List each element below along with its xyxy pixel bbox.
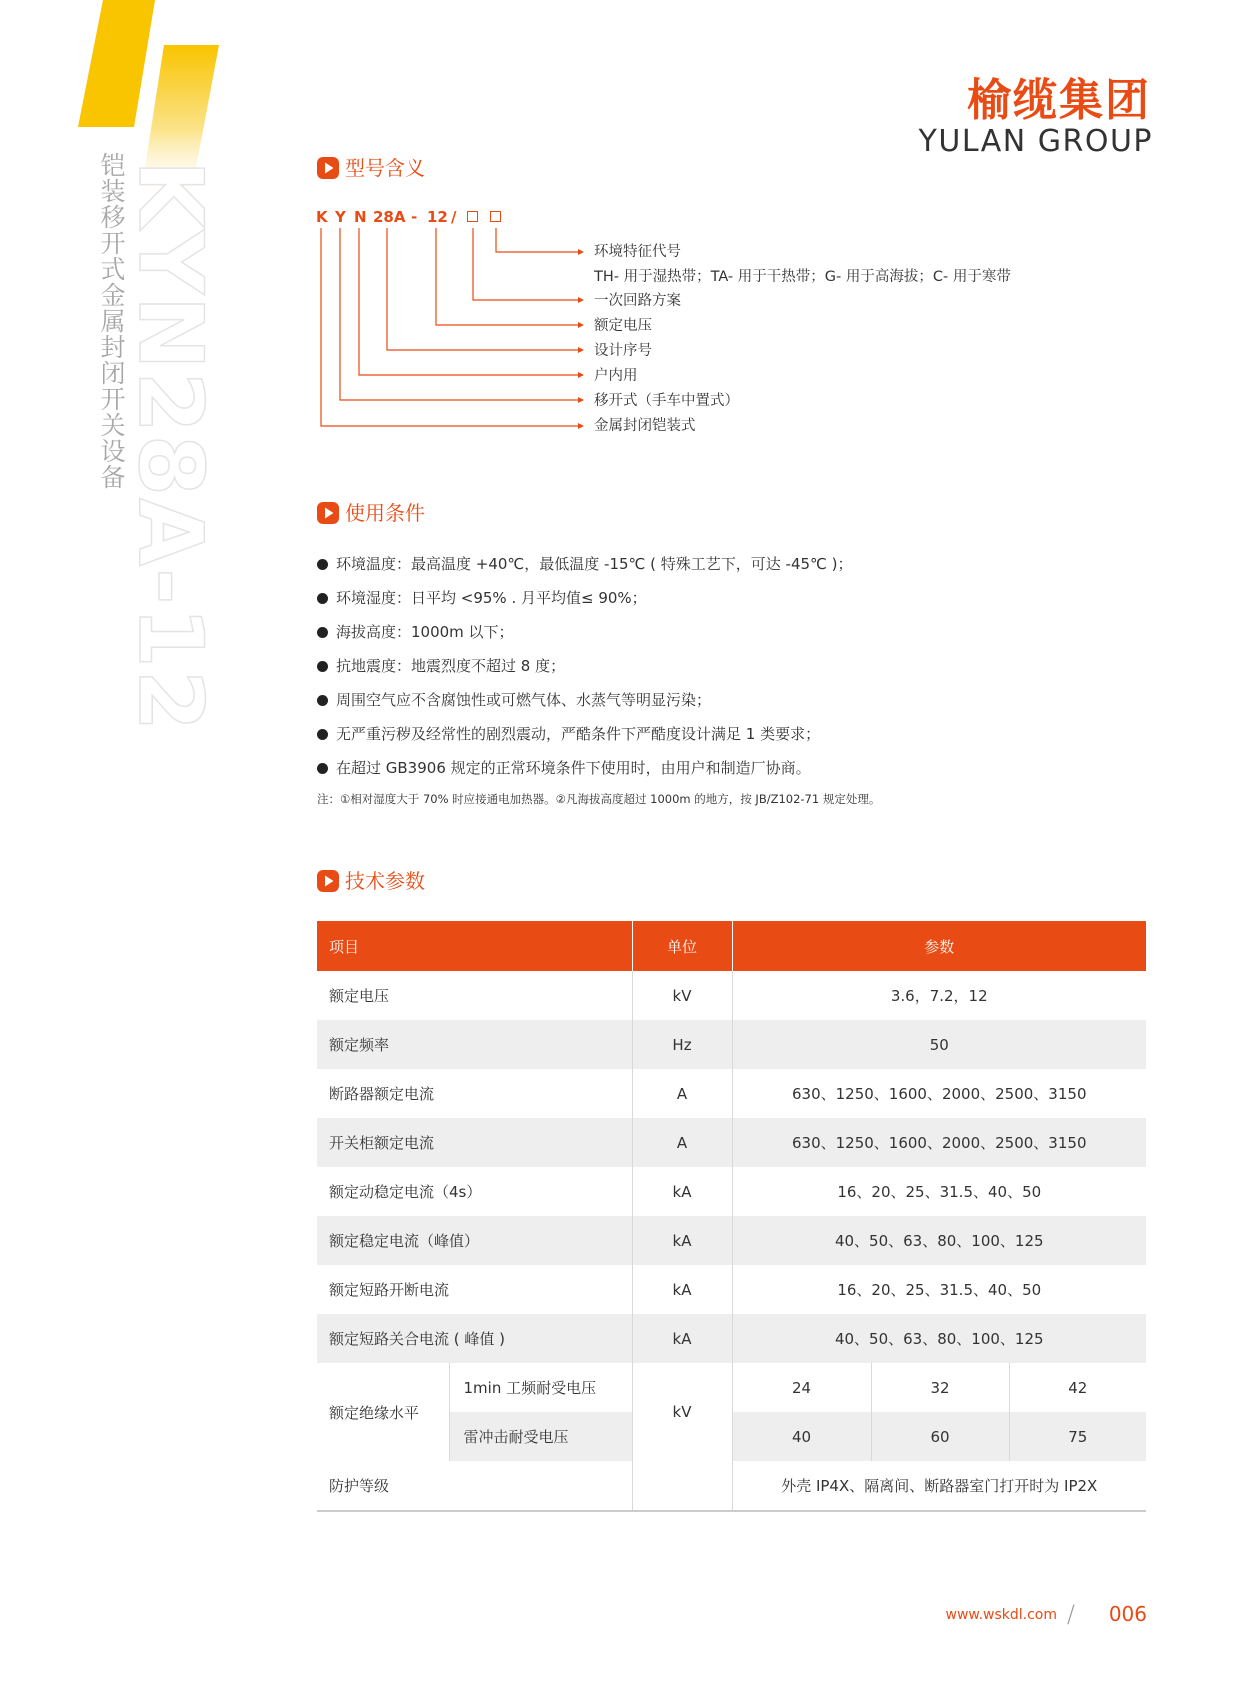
list-item [317, 724, 853, 758]
section-title: 型号含义 [345, 156, 425, 180]
cell-value: 外壳 IP4X、隔离间、断路器室门打开时为 IP2X [732, 1461, 1146, 1511]
cell-value: 630、1250、1600、2000、2500、3150 [732, 1118, 1146, 1167]
cell-unit: A [632, 1069, 732, 1118]
model-diagram-lines [0, 0, 1241, 460]
cell-unit: Hz [632, 1020, 732, 1069]
cell-unit: kA [632, 1314, 732, 1363]
cell-unit: kV [632, 1363, 732, 1461]
table-row [317, 1461, 1146, 1511]
bullet-icon [317, 593, 328, 604]
page-number: 006 [1108, 1602, 1147, 1626]
code-n: N [354, 208, 367, 226]
cell-unit: kA [632, 1167, 732, 1216]
list-item [317, 588, 853, 622]
bullet-icon [317, 559, 328, 570]
condition-text: 环境湿度：日平均 <95% . 月平均值≤ 90%； [336, 589, 647, 607]
sidebar-title: 铠装移开式金属封闭开关设备 [97, 152, 126, 490]
meaning-withdrawable: 移开式（手车中置式） [594, 393, 739, 409]
code-design: 28A [373, 208, 406, 226]
logo-en: YULAN GROUP [918, 124, 1153, 159]
table-row-insulation-1 [317, 1363, 1146, 1412]
table-row [317, 1265, 1146, 1314]
table-row [317, 1167, 1146, 1216]
condition-text: 海拔高度：1000m 以下； [336, 623, 514, 641]
table-row [317, 1069, 1146, 1118]
code-slash: / [451, 208, 457, 226]
meaning-indoor: 户内用 [594, 368, 638, 384]
section-heading-conditions [317, 500, 425, 526]
meaning-voltage: 额定电压 [594, 318, 652, 334]
section-heading-specs [317, 868, 425, 894]
cell-value: 24 [732, 1363, 871, 1412]
condition-text: 无严重污秽及经常性的剧烈震动，严酷条件下严酷度设计满足 1 类要求； [336, 725, 821, 743]
cell-item: 额定频率 [317, 1020, 632, 1069]
bullet-icon [317, 661, 328, 672]
conditions-note: 注：①相对湿度大于 70% 时应接通电加热器。②凡海拔高度超过 1000m 的地方，按 JB/Z102-71 规定处理。 [317, 792, 881, 806]
header-item: 项目 [317, 921, 632, 971]
bullet-icon [317, 695, 328, 706]
cell-unit: kA [632, 1265, 732, 1314]
cell-value: 630、1250、1600、2000、2500、3150 [732, 1069, 1146, 1118]
table-row [317, 1314, 1146, 1363]
meaning-env-code: 环境特征代号 [594, 244, 681, 260]
cell-subitem: 雷冲击耐受电压 [449, 1412, 632, 1461]
condition-text: 环境温度：最高温度 +40℃，最低温度 -15℃ ( 特殊工艺下，可达 -45℃ )； [336, 555, 853, 573]
list-item [317, 656, 853, 690]
table-row [317, 1216, 1146, 1265]
cell-unit: A [632, 1118, 732, 1167]
bullet-icon [317, 763, 328, 774]
conditions-list [317, 554, 853, 792]
cell-value: 50 [732, 1020, 1146, 1069]
meaning-armored: 金属封闭铠装式 [594, 418, 696, 434]
play-icon [317, 502, 339, 524]
list-item [317, 690, 853, 724]
table-row [317, 1118, 1146, 1167]
footer-slash: / [1066, 1600, 1075, 1628]
cell-value: 32 [871, 1363, 1009, 1412]
condition-text: 周围空气应不含腐蚀性或可燃气体、水蒸气等明显污染； [336, 691, 712, 709]
condition-text: 抗地震度：地震烈度不超过 8 度； [336, 657, 566, 675]
header-param: 参数 [732, 921, 1146, 971]
spec-table [317, 921, 1146, 1512]
list-item [317, 622, 853, 656]
cell-unit [632, 1461, 732, 1511]
meaning-design: 设计序号 [594, 343, 652, 359]
meaning-env-types: TH- 用于湿热带；TA- 用于干热带；G- 用于高海拔；C- 用于寒带 [594, 269, 1011, 285]
cell-item: 额定动稳定电流（4s） [317, 1167, 632, 1216]
cell-value: 60 [871, 1412, 1009, 1461]
sidebar-model-watermark: KYN28A-12 [119, 160, 222, 734]
cell-unit: kV [632, 971, 732, 1020]
play-icon [317, 870, 339, 892]
cell-value: 40 [732, 1412, 871, 1461]
header-unit: 单位 [632, 921, 732, 971]
footer-url[interactable]: www.wskdl.com [945, 1607, 1057, 1623]
cell-value: 75 [1009, 1412, 1146, 1461]
cell-item: 额定稳定电流（峰值） [317, 1216, 632, 1265]
table-row [317, 1020, 1146, 1069]
cell-unit: kA [632, 1216, 732, 1265]
bullet-icon [317, 627, 328, 638]
cell-value: 40、50、63、80、100、125 [732, 1314, 1146, 1363]
cell-item: 防护等级 [317, 1461, 632, 1511]
table-header-row [317, 921, 1146, 971]
cell-item: 额定短路关合电流 ( 峰值 ) [317, 1314, 632, 1363]
cell-item: 开关柜额定电流 [317, 1118, 632, 1167]
code-dash: - [411, 208, 418, 226]
list-item [317, 554, 853, 588]
cell-value: 3.6，7.2，12 [732, 971, 1146, 1020]
bullet-icon [317, 729, 328, 740]
cell-value: 16、20、25、31.5、40、50 [732, 1167, 1146, 1216]
meaning-circuit: 一次回路方案 [594, 293, 681, 309]
cell-value: 42 [1009, 1363, 1146, 1412]
condition-text: 在超过 GB3906 规定的正常环境条件下使用时，由用户和制造厂协商。 [336, 759, 811, 777]
cell-item: 额定电压 [317, 971, 632, 1020]
section-title: 技术参数 [345, 869, 425, 893]
cell-item: 断路器额定电流 [317, 1069, 632, 1118]
cell-value: 16、20、25、31.5、40、50 [732, 1265, 1146, 1314]
table-row [317, 971, 1146, 1020]
list-item [317, 758, 853, 792]
logo-cn: 榆缆集团 [967, 75, 1151, 126]
code-y: Y [335, 208, 346, 226]
cell-subitem: 1min 工频耐受电压 [449, 1363, 632, 1412]
code-k: K [316, 208, 328, 226]
code-voltage: 12 [427, 208, 448, 226]
section-title: 使用条件 [345, 501, 425, 525]
cell-value: 40、50、63、80、100、125 [732, 1216, 1146, 1265]
cell-item: 额定绝缘水平 [317, 1363, 449, 1461]
cell-item: 额定短路开断电流 [317, 1265, 632, 1314]
